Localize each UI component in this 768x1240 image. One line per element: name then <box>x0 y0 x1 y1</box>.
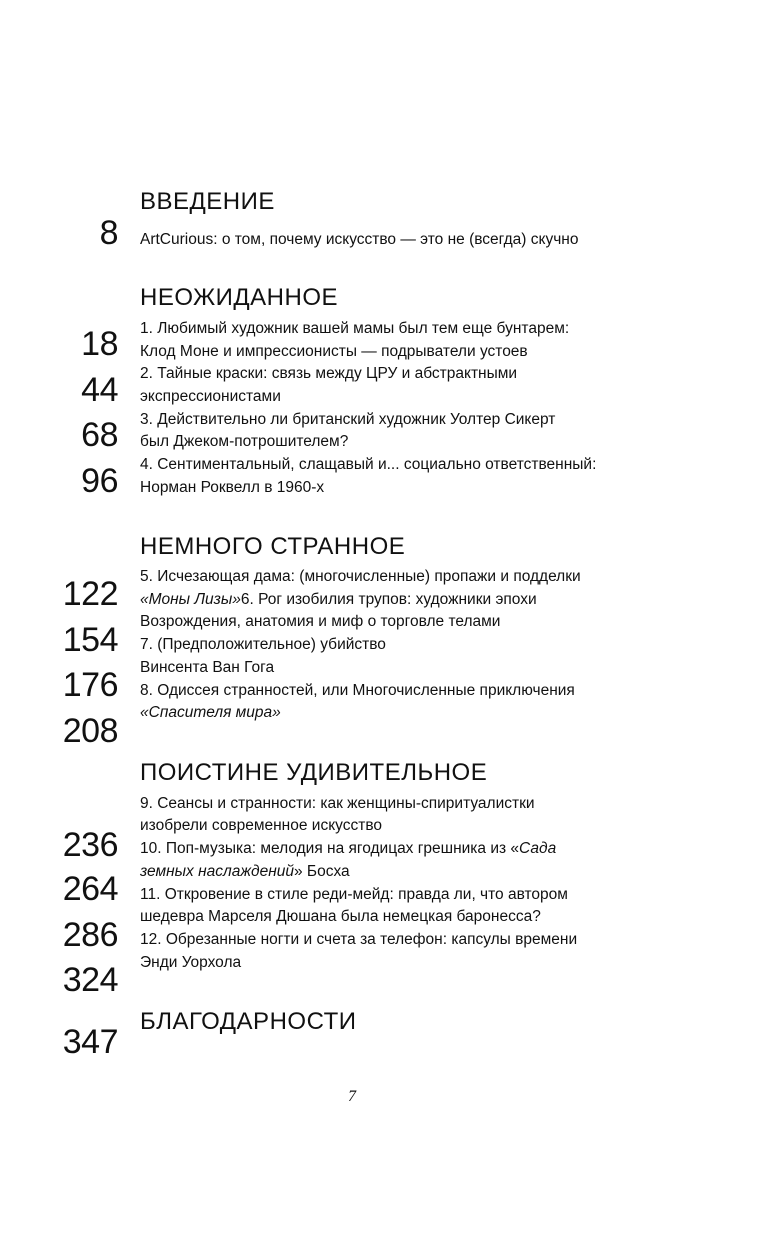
italic-title: Сада <box>519 840 557 857</box>
page-number-intro: 8 <box>99 214 118 252</box>
toc-entry-line: 2. Тайные краски: связь между ЦРУ и абстрактными <box>140 365 518 382</box>
toc-entry-text: » Босха <box>293 863 350 880</box>
toc-entry-line: 7. (Предположительное) убийство <box>140 636 386 653</box>
toc-entry-line: Возрождения, анатомия и миф о торговле телами <box>140 613 501 630</box>
toc-entry-line: Норман Роквелл в 1960-х <box>140 479 325 496</box>
italic-title: «Моны Лизы» <box>140 591 241 608</box>
toc-entry-line: 12. Обрезанные ногти и счета за телефон: капсулы времени <box>140 931 578 948</box>
toc-entry-line: Клод Моне и импрессионисты — подрыватели устоев <box>140 343 528 360</box>
toc-entry-text: 6. Рог изобилия трупов: художники эпохи <box>240 591 537 608</box>
section-heading-amazing: ПОИСТИНЕ УДИВИТЕЛЬНОЕ <box>140 759 488 786</box>
toc-entry-line: 11. Откровение в стиле реди-мейд: правда ли, что автором <box>140 886 568 903</box>
toc-entry-line <box>140 702 281 725</box>
footer-page-number: 7 <box>348 1088 356 1105</box>
page-number-5: 122 <box>62 575 118 613</box>
italic-title: «Спасителя мира» <box>140 704 281 721</box>
toc-entry-line: 1. Любимый художник вашей мамы был тем еще бунтарем: <box>140 320 570 337</box>
section-heading-strange: НЕМНОГО СТРАННОЕ <box>140 533 406 560</box>
page-number-9: 236 <box>62 826 118 864</box>
toc-entry-line <box>140 838 556 861</box>
page-number-10: 264 <box>62 870 118 908</box>
toc-entry-line: шедевра Марселя Дюшана была немецкая баронесса? <box>140 908 541 925</box>
page-number-6: 154 <box>62 621 118 659</box>
toc-entry-line: Винсента Ван Гога <box>140 659 275 676</box>
toc-entry-line <box>140 589 537 612</box>
toc-entry-line <box>140 861 350 884</box>
page-number-2: 44 <box>81 371 118 409</box>
toc-entry-line: был Джеком-потрошителем? <box>140 433 349 450</box>
page-number-11: 286 <box>62 916 118 954</box>
toc-entry-text: 10. Поп-музыка: мелодия на ягодицах грешника из « <box>140 840 520 857</box>
toc-entry-line: изобрели современное искусство <box>140 817 383 834</box>
page-number-7: 176 <box>62 666 118 704</box>
toc-entry-line: 9. Сеансы и странности: как женщины-спиритуалистки <box>140 795 535 812</box>
page-number-3: 68 <box>81 416 118 454</box>
page-number-8: 208 <box>62 712 118 750</box>
toc-entry-line: 5. Исчезающая дама: (многочисленные) пропажи и подделки <box>140 568 581 585</box>
toc-entry-line: 8. Одиссея странностей, или Многочисленные приключения <box>140 682 575 699</box>
toc-entry-line: 3. Действительно ли британский художник Уолтер Сикерт <box>140 411 556 428</box>
italic-title: земных наслаждений <box>140 863 294 880</box>
section-heading-intro: ВВЕДЕНИЕ <box>140 188 275 215</box>
toc-entry-line: Энди Уорхола <box>140 954 242 971</box>
page-number-thanks: 347 <box>62 1023 118 1061</box>
page-number-12: 324 <box>62 961 118 999</box>
section-heading-thanks: БЛАГОДАРНОСТИ <box>140 1008 357 1035</box>
toc-entry-intro: ArtCurious: о том, почему искусство — это не (всегда) скучно <box>140 231 579 248</box>
section-heading-unexpected: НЕОЖИДАННОЕ <box>140 284 338 311</box>
toc-entry-line: 4. Сентиментальный, слащавый и... социально ответственный: <box>140 456 597 473</box>
toc-entry-line: экспрессионистами <box>140 388 281 405</box>
page-number-4: 96 <box>81 462 118 500</box>
page-number-1: 18 <box>81 325 118 363</box>
